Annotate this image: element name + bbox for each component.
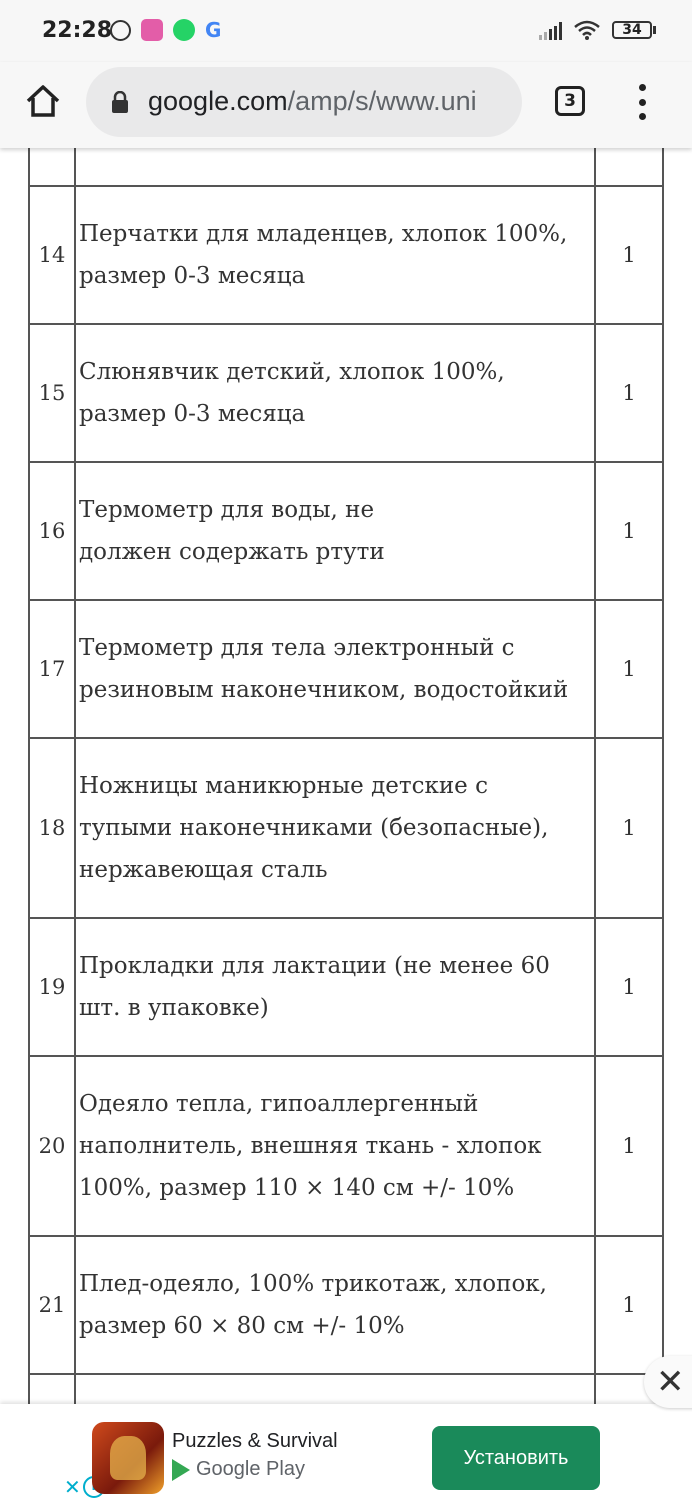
item-name: Прокладки для лактации (не менее 60 шт. в упаковке) [75,918,595,1056]
item-name: Перчатки для младенцев, хлопок 100%, размер 0-3 месяца [75,186,595,324]
table-row [29,1236,663,1374]
page-content[interactable] [0,148,692,1404]
item-quantity: 1 [595,462,663,600]
battery-level: 34 [612,21,652,39]
item-quantity: 1 [595,1236,663,1374]
system-icons [539,20,656,40]
table-row [29,918,663,1056]
signal-icon [539,20,562,40]
address-bar[interactable] [86,67,522,137]
row-number: 17 [29,600,75,738]
browser-toolbar [0,62,692,148]
status-time: 22:28 [42,18,113,43]
store-name: Google Play [196,1458,305,1480]
url-text[interactable] [148,86,514,117]
wifi-icon [574,20,600,40]
item-quantity: 1 [595,600,663,738]
table-row [29,148,663,186]
url-domain: google.com [148,86,288,116]
item-name: Слюнявчик детский, хлопок 100%, размер 0-3 месяца [75,324,595,462]
table-row [29,324,663,462]
item-quantity: 1 [595,324,663,462]
google-icon: G [205,18,222,42]
ad-banner[interactable] [0,1404,692,1500]
store-label [172,1458,305,1481]
ad-title[interactable]: Puzzles & Survival [172,1430,338,1452]
item-quantity: 1 [595,918,663,1056]
row-number: 20 [29,1056,75,1236]
notification-icons [110,19,221,41]
table-row [29,186,663,324]
item-name: Термометр для тела электронный с резиновым наконечником, водостойкий [75,600,595,738]
table-row [29,738,663,918]
whatsapp-icon [173,19,195,41]
item-quantity: 1 [595,1056,663,1236]
row-number: 15 [29,324,75,462]
item-quantity: 1 [595,186,663,324]
app-icon[interactable] [92,1422,164,1494]
app-notification-icon [141,19,163,41]
row-number: 18 [29,738,75,918]
alarm-icon [110,20,131,41]
table-row [29,600,663,738]
row-number: 21 [29,1236,75,1374]
google-play-icon [172,1459,190,1481]
tab-switcher-button[interactable]: 3 [555,86,585,116]
item-name: Ножницы маникюрные детские с тупыми наконечниками (безопасные), нержавеющая сталь [75,738,595,918]
row-number: 19 [29,918,75,1056]
lock-icon [110,91,130,113]
ad-close-button[interactable] [644,1356,692,1408]
overflow-menu-icon[interactable] [632,84,652,120]
row-number: 16 [29,462,75,600]
status-bar [0,0,692,62]
item-quantity: 1 [595,738,663,918]
items-table [28,148,664,1404]
table-row [29,1056,663,1236]
url-path: /amp/s/www.uni [287,86,477,116]
item-name: Одеяло тепла, гипоаллергенный наполнитель, внешняя ткань - хлопок 100%, размер 110 × 140 см +/- 10% [75,1056,595,1236]
home-icon[interactable] [24,82,62,120]
adchoices-close-icon[interactable]: ✕ [64,1475,81,1499]
close-icon: ✕ [656,1362,685,1402]
table-row [29,1374,663,1404]
install-button[interactable]: Установить [432,1426,600,1490]
item-name: Термометр для воды, не должен содержать ртути [75,462,595,600]
row-number: 14 [29,186,75,324]
battery-icon [612,21,656,39]
table-row [29,462,663,600]
item-name: Плед-одеяло, 100% трикотаж, хлопок, размер 60 × 80 см +/- 10% [75,1236,595,1374]
